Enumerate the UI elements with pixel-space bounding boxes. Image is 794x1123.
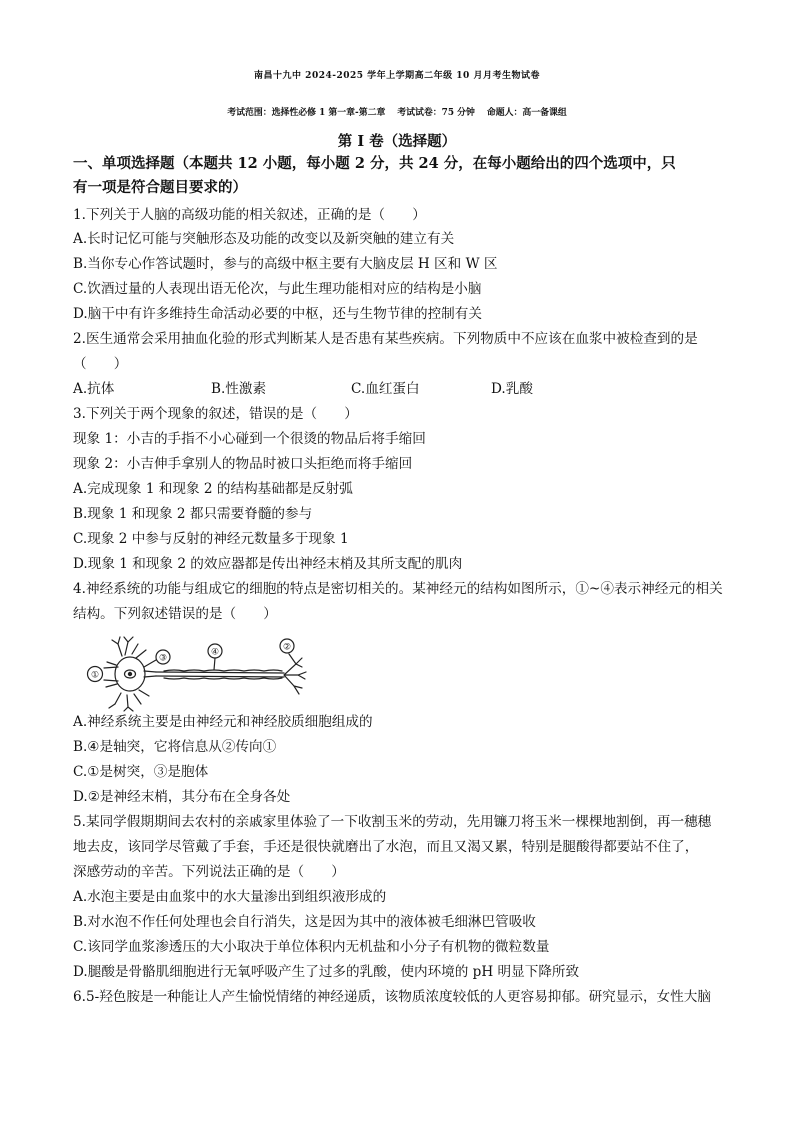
q5-stem-line3: 深感劳动的辛苦。下列说法正确的是（ ） bbox=[73, 864, 345, 880]
fig-label-1: ① bbox=[90, 670, 100, 681]
q5-option-c: C.该同学血浆渗透压的大小取决于单位体积内无机盐和小分子有机物的微粒数量 bbox=[73, 939, 550, 955]
q2-option-a: A.抗体 bbox=[73, 381, 115, 397]
q5-stem-line2: 地去皮，该同学尽管戴了手套，手还是很快就磨出了水泡，而且又渴又累，特别是腿酸得都要站不住了， bbox=[73, 839, 699, 855]
exam-title: 南昌十九中 2024-2025 学年上学期高二年级 10 月月考生物试卷 bbox=[254, 71, 540, 81]
q3-option-d: D.现象 1 和现象 2 的效应器都是传出神经末梢及其所支配的肌肉 bbox=[73, 556, 463, 572]
q4-option-c: C.①是树突，③是胞体 bbox=[73, 764, 209, 780]
q2-option-c: C.血红蛋白 bbox=[351, 381, 420, 397]
leader-line-3 bbox=[144, 660, 156, 667]
fig-label-2: ② bbox=[282, 642, 292, 653]
exam-info: 考试范围：选择性必修 1 第一章-第二章 考试试卷：75 分钟 命题人：高一备课组 bbox=[227, 108, 567, 118]
q2-options bbox=[73, 379, 723, 399]
dendrites-top bbox=[118, 642, 146, 658]
dendrites-bottom bbox=[115, 690, 149, 707]
q1-option-d: D.脑干中有许多维持生命活动必要的中枢，还与生物节律的控制有关 bbox=[73, 306, 482, 322]
q1-option-a: A.长时记忆可能与突触形态及功能的改变以及新突触的建立有关 bbox=[73, 231, 455, 247]
q3-option-b: B.现象 1 和现象 2 都只需要脊髓的参与 bbox=[73, 506, 313, 522]
fig-label-3: ③ bbox=[158, 653, 168, 664]
axon-hillock bbox=[144, 671, 156, 677]
myelin-sheath-top bbox=[164, 670, 282, 671]
q6-stem-line1: 6.5-羟色胺是一种能让人产生愉悦情绪的神经递质，该物质浓度较低的人更容易抑郁。研究显示，女性大脑 bbox=[73, 989, 711, 1005]
dendrites-left bbox=[104, 662, 118, 687]
q2-option-b: B.性激素 bbox=[211, 381, 267, 397]
q1-option-b: B.当你专心作答试题时，参与的高级中枢主要有大脑皮层 H 区和 W 区 bbox=[73, 256, 498, 272]
q1-option-c: C.饮酒过量的人表现出语无伦次，与此生理功能相对应的结构是小脑 bbox=[73, 281, 482, 297]
neuron-diagram bbox=[84, 634, 310, 712]
q5-stem-line1: 5.某同学假期期间去农村的亲戚家里体验了一下收割玉米的劳动，先用镰刀将玉米一棵棵地割倒，再一穗穗 bbox=[73, 814, 712, 830]
fig-label-4: ④ bbox=[210, 647, 220, 658]
q3-phenomenon-1: 现象 1：小吉的手指不小心碰到一个很烫的物品后将手缩回 bbox=[73, 431, 426, 447]
q3-option-a: A.完成现象 1 和现象 2 的结构基础都是反射弧 bbox=[73, 481, 353, 497]
q4-stem-line2: 结构。下列叙述错误的是（ ） bbox=[73, 606, 277, 622]
q5-option-d: D.腿酸是骨骼肌细胞进行无氧呼吸产生了过多的乳酸，使内环境的 pH 明显下降所致 bbox=[73, 964, 580, 980]
q5-option-b: B.对水泡不作任何处理也会自行消失，这是因为其中的液体被毛细淋巴管吸收 bbox=[73, 914, 536, 930]
q2-stem-line2: （ ） bbox=[73, 356, 128, 372]
q5-option-a: A.水泡主要是由血浆中的水大量渗出到组织液形成的 bbox=[73, 889, 387, 905]
q4-option-d: D.②是神经末梢，其分布在全身各处 bbox=[73, 789, 291, 805]
myelin-sheath-bottom bbox=[164, 678, 282, 679]
q4-stem-line1: 4.神经系统的功能与组成它的细胞的特点是密切相关的。某神经元的结构如图所示，①~④表示神经元的相关 bbox=[73, 581, 723, 597]
leader-line-2 bbox=[289, 654, 296, 664]
section-heading-line2: 有一项是符合题目要求的） bbox=[73, 179, 247, 196]
q4-option-b: B.④是轴突，它将信息从②传向① bbox=[73, 739, 277, 755]
axon bbox=[156, 672, 284, 677]
q2-stem-line1: 2.医生通常会采用抽血化验的形式判断某人是否患有某些疾病。下列物质中不应该在血浆中被检查到的是 bbox=[73, 331, 698, 347]
q2-option-d: D.乳酸 bbox=[491, 381, 533, 397]
q3-option-c: C.现象 2 中参与反射的神经元数量多于现象 1 bbox=[73, 531, 349, 547]
volume-heading: 第 I 卷（选择题） bbox=[337, 133, 457, 150]
section-heading-line1: 一、单项选择题（本题共 12 小题，每小题 2 分，共 24 分，在每小题给出的四个选项中，只 bbox=[73, 155, 676, 172]
q3-phenomenon-2: 现象 2：小吉伸手拿别人的物品时被口头拒绝而将手缩回 bbox=[73, 456, 413, 472]
q3-stem: 3.下列关于两个现象的叙述，错误的是（ ） bbox=[73, 406, 358, 422]
q4-option-a: A.神经系统主要是由神经元和神经胶质细胞组成的 bbox=[73, 714, 373, 730]
leader-line-4 bbox=[214, 658, 215, 670]
q1-stem: 1.下列关于人脑的高级功能的相关叙述，正确的是（ ） bbox=[73, 207, 426, 223]
